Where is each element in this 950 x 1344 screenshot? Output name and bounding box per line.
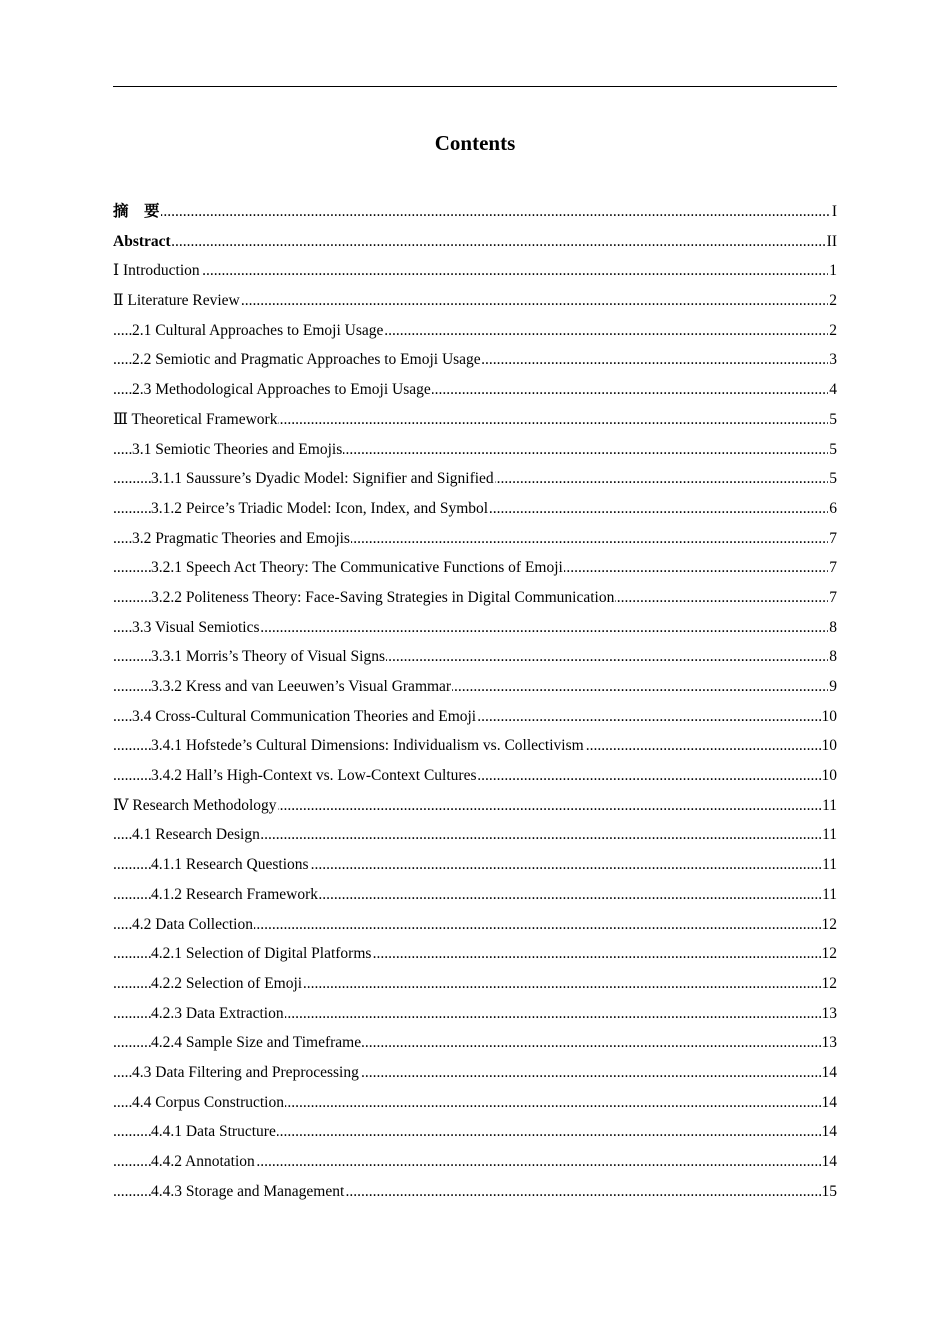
toc-entry-label: Abstract <box>113 232 171 250</box>
toc-entry[interactable] <box>113 672 837 702</box>
toc-entry[interactable] <box>113 999 837 1029</box>
toc-entry-page-number: 7 <box>828 524 837 554</box>
toc-entry[interactable] <box>113 553 837 583</box>
page-title: Contents <box>434 131 516 155</box>
toc-entry-page-number: 12 <box>821 910 838 940</box>
toc-entry[interactable] <box>113 345 837 375</box>
toc-entry-label: 4.4.2 Annotation <box>151 1153 255 1170</box>
toc-entry[interactable] <box>113 820 837 850</box>
toc-entry-label: 3.2.1 Speech Act Theory: The Communicative Functions of Emoji <box>151 559 563 577</box>
toc-entry[interactable] <box>113 524 837 554</box>
toc-entry-label: 3.1.2 Peirce’s Triadic Model: Icon, Index, and Symbol <box>151 499 489 517</box>
toc-entry[interactable] <box>113 435 837 465</box>
toc-entry-page-number: 8 <box>828 642 837 672</box>
toc-entry-label: 4.1.1 Research Questions <box>151 856 309 874</box>
toc-dot-leader <box>113 256 837 286</box>
toc-entry-page-number: 5 <box>828 435 837 465</box>
toc-entry-page-number: 11 <box>821 880 837 910</box>
toc-entry-label: 4.4.3 Storage and Management <box>151 1182 345 1200</box>
toc-entry-page-number: 5 <box>828 405 837 435</box>
toc-entry[interactable] <box>113 1177 837 1207</box>
toc-entry-page-number: 8 <box>828 613 837 643</box>
toc-entry-page-number: 1 <box>828 256 837 286</box>
toc-entry-label: 4.4 Corpus Construction <box>132 1093 284 1111</box>
toc-entry-label: 4.2.3 Data Extraction <box>151 1004 284 1022</box>
toc-entry[interactable] <box>113 642 837 672</box>
toc-entry[interactable] <box>113 1117 837 1147</box>
table-of-contents <box>113 197 837 1206</box>
toc-entry-page-number: 12 <box>821 969 838 999</box>
toc-entry-page-number: 12 <box>821 939 838 969</box>
header-rule <box>113 86 837 87</box>
toc-entry-label: Ⅱ Literature Review <box>113 292 240 310</box>
toc-entry[interactable] <box>113 583 837 613</box>
toc-entry-label: 3.3.2 Kress and van Leeuwen’s Visual Grammar <box>151 678 452 695</box>
toc-entry-page-number: 4 <box>828 375 837 405</box>
toc-entry-label: 4.2.2 Selection of Emoji <box>151 974 303 992</box>
toc-entry[interactable] <box>113 910 837 940</box>
toc-entry[interactable] <box>113 494 837 524</box>
toc-entry-label: 4.4.1 Data Structure <box>151 1123 276 1141</box>
toc-entry-label: 3.2.2 Politeness Theory: Face-Saving Strategies in Digital Communication <box>151 588 615 606</box>
toc-entry-page-number: 2 <box>828 286 837 316</box>
toc-entry-label: 4.2.4 Sample Size and Timeframe <box>151 1034 362 1052</box>
toc-entry-page-number: 7 <box>828 553 837 583</box>
toc-entry[interactable] <box>113 880 837 910</box>
toc-entry-label: Ⅲ Theoretical Framework <box>113 410 278 428</box>
toc-entry[interactable] <box>113 969 837 999</box>
toc-entry-label: 3.4.1 Hofstede’s Cultural Dimensions: Individualism vs. Collectivism <box>151 737 584 755</box>
toc-entry[interactable] <box>113 197 837 227</box>
toc-entry-page-number: 13 <box>821 1028 838 1058</box>
toc-entry-page-number: II <box>826 227 837 257</box>
toc-entry-page-number: 11 <box>821 820 837 850</box>
toc-entry-label: 3.4 Cross-Cultural Communication Theories and Emoji <box>132 707 477 725</box>
toc-entry-page-number: 10 <box>821 731 838 761</box>
toc-entry[interactable] <box>113 405 837 435</box>
toc-entry-page-number: 6 <box>828 494 837 524</box>
toc-entry-page-number: 14 <box>821 1058 838 1088</box>
toc-entry-page-number: 11 <box>821 791 837 821</box>
toc-entry-page-number: 10 <box>821 702 838 732</box>
toc-entry-page-number: 15 <box>821 1177 838 1207</box>
toc-entry-page-number: 14 <box>821 1117 838 1147</box>
toc-entry[interactable] <box>113 939 837 969</box>
toc-entry-label: 3.3.1 Morris’s Theory of Visual Signs <box>151 648 386 666</box>
toc-entry-page-number: 2 <box>828 316 837 346</box>
toc-entry-page-number: 11 <box>821 850 837 880</box>
toc-entry[interactable] <box>113 316 837 346</box>
toc-entry-label: 摘 要 <box>113 203 160 220</box>
toc-entry[interactable] <box>113 286 837 316</box>
toc-entry[interactable] <box>113 256 837 286</box>
toc-entry-label: 3.2 Pragmatic Theories and Emojis <box>132 529 350 547</box>
toc-entry-label: 4.3 Data Filtering and Preprocessing <box>132 1063 359 1081</box>
toc-entry-label: 3.1 Semiotic Theories and Emojis <box>132 440 343 458</box>
toc-entry-label: 4.2 Data Collection <box>132 915 253 933</box>
toc-entry-label: 4.1.2 Research Framework <box>151 885 319 903</box>
toc-entry[interactable] <box>113 731 837 761</box>
toc-entry-label: 2.2 Semiotic and Pragmatic Approaches to Emoji Usage <box>132 351 481 369</box>
toc-entry-page-number: 5 <box>828 464 837 494</box>
toc-entry-label: 3.3 Visual Semiotics <box>132 618 260 636</box>
toc-entry-page-number: 14 <box>821 1147 838 1177</box>
toc-dot-leader <box>113 227 837 257</box>
toc-entry[interactable] <box>113 227 837 257</box>
toc-entry-page-number: 14 <box>821 1088 838 1118</box>
toc-entry[interactable] <box>113 375 837 405</box>
toc-entry[interactable] <box>113 1088 837 1118</box>
toc-entry[interactable] <box>113 761 837 791</box>
toc-entry-label: 3.4.2 Hall’s High-Context vs. Low-Context Cultures <box>151 767 477 785</box>
toc-entry-page-number: 9 <box>828 672 837 702</box>
toc-entry-page-number: 7 <box>828 583 837 613</box>
toc-entry-label: 2.1 Cultural Approaches to Emoji Usage <box>132 321 384 339</box>
toc-entry-label: 4.2.1 Selection of Digital Platforms <box>151 945 372 963</box>
toc-dot-leader <box>113 197 837 227</box>
toc-entry[interactable] <box>113 1058 837 1088</box>
toc-entry[interactable] <box>113 791 837 821</box>
toc-entry[interactable] <box>113 850 837 880</box>
toc-entry[interactable] <box>113 613 837 643</box>
toc-entry-page-number: I <box>831 197 837 227</box>
toc-entry-page-number: 3 <box>828 345 837 375</box>
toc-entry[interactable] <box>113 702 837 732</box>
toc-entry-label: 2.3 Methodological Approaches to Emoji Usage <box>132 381 431 399</box>
toc-entry-page-number: 10 <box>821 761 838 791</box>
toc-entry[interactable] <box>113 1028 837 1058</box>
toc-entry[interactable] <box>113 464 837 494</box>
toc-entry-page-number: 13 <box>821 999 838 1029</box>
toc-entry-label: 4.1 Research Design <box>132 826 260 844</box>
toc-entry-label: 3.1.1 Saussure’s Dyadic Model: Signifier and Signified <box>151 470 494 488</box>
toc-entry-label: Ⅰ Introduction <box>113 262 200 280</box>
toc-entry[interactable] <box>113 1147 837 1177</box>
toc-entry-label: Ⅳ Research Methodology <box>113 796 277 814</box>
